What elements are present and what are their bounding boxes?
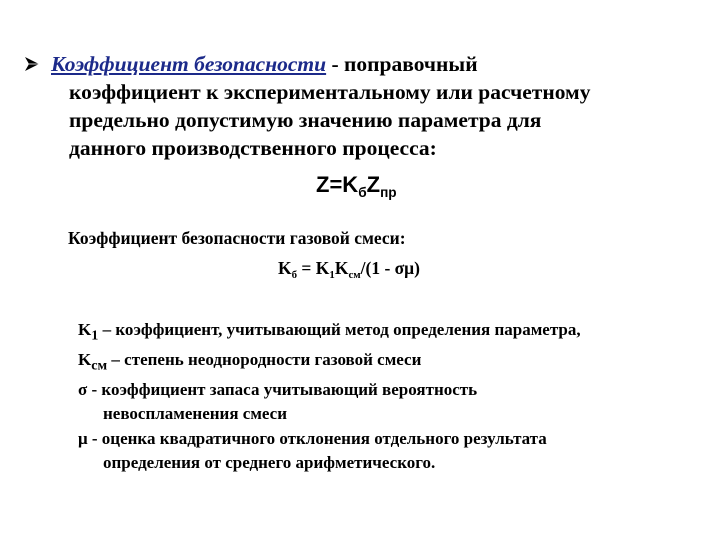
arrow-bullet-icon — [24, 56, 40, 72]
term-rest: - поправочный — [326, 52, 478, 76]
gas-mixture-heading: Коэффициент безопасности газовой смеси: — [68, 228, 406, 248]
formula-z: $Z=K_бZ_{пр}$ — [316, 172, 397, 200]
definition-mu: μ - оценка квадратичного отклонения отдельного результата определения от среднего арифметического. — [78, 428, 547, 473]
definition-k1: $K_1$ – коэффициент, учитывающий метод определения параметра, — [78, 320, 581, 344]
definition-kcm: $K_{см}$ – степень неоднородности газовой смеси — [78, 349, 422, 374]
bullet-line-4: данного производственного процесса: — [69, 136, 437, 160]
definitions-list — [78, 318, 708, 476]
formula-kb: $K_б = K_1K_{см}/(1 - \sigma\mu)$ — [278, 258, 420, 281]
bullet-line-3: предельно допустимую значению параметра для — [69, 108, 542, 132]
definition-bullet — [24, 50, 704, 162]
term-safety-coefficient: Коэффициент безопасности — [51, 52, 327, 76]
definition-sigma: σ - коэффициент запаса учитывающий вероятность невоспламенения смеси — [78, 379, 478, 424]
bullet-line-2: коэффициент к экспериментальному или расчетному — [69, 80, 591, 104]
bullet-first-line — [24, 50, 704, 78]
